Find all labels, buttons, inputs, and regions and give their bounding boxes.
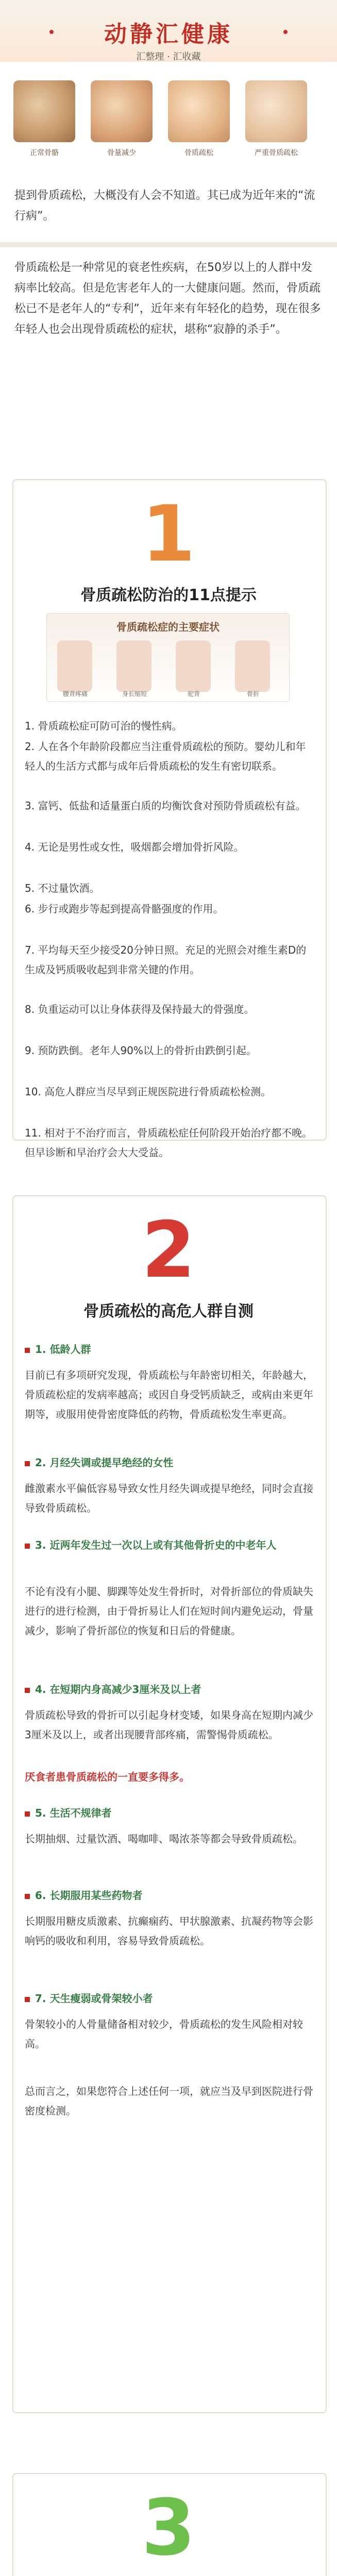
section-number-1: 1: [141, 489, 196, 579]
bone-hero: [0, 72, 337, 180]
tip-4: 4. 无论是男性或女性，吸烟都会增加骨折风险。: [25, 841, 244, 853]
risk-group-text: 骨质疏松导致的骨折可以引起身材变矮，如果身高在短期内减少3厘米及以上，或者出现腰背部疼痛，需警惕骨质疏松。: [25, 1709, 313, 1741]
risk-group-head: 3. 近两年发生过一次以上或有其他骨折史的中老年人: [35, 1539, 277, 1551]
brand-subtitle: 汇整理 · 汇收藏: [136, 52, 201, 62]
tip-8: 8. 负重运动可以让身体获得及保持最大的骨强度。: [25, 1003, 255, 1015]
decor-dot: [283, 30, 288, 34]
bullet-marker: [25, 1997, 30, 2002]
risk-group-text: 雌激素水平偏低容易导致女性月经失调或提早绝经，同时会直接导致骨质疏松。: [25, 1482, 313, 1514]
tip-9: 9. 预防跌倒。老年人90%以上的骨折由跌倒引起。: [25, 1044, 257, 1057]
risk-group-head: 1. 低龄人群: [35, 1343, 91, 1355]
risk-group-3: [25, 1535, 313, 1555]
intro-text: 提到骨质疏松，大概没有人会不知道。其已成为近年来的“流行病”。: [14, 189, 315, 223]
section-divider: [0, 242, 337, 247]
illustration-title: 骨质疏松症的主要症状: [116, 621, 220, 633]
paragraph-1: 骨质疏松是一种常见的衰老性疾病，在50岁以上的人群中发病率比较高。但是危害老年人的一大健康问题。然而，骨质疏松已不是老年人的“专利”，近年来有年轻化的趋势，现在很多年轻人也会出现骨质疏松的症状，堪称“寂静的杀手”。: [14, 261, 321, 336]
section-title-2: 骨质疏松的高危人群自测: [83, 1302, 254, 1320]
tip-3: 3. 富钙、低盐和适量蛋白质的均衡饮食对预防骨质疏松有益。: [25, 800, 306, 812]
tip-1: 1. 骨质疏松症可防可治的慢性病。: [25, 720, 182, 732]
risk-group-head: 7. 天生瘦弱或骨架较小者: [35, 1992, 153, 2005]
bone-caption: 骨量减少: [107, 149, 136, 157]
bullet-marker: [25, 1348, 30, 1353]
person-figure: [116, 640, 151, 692]
bone-image-severe: [245, 80, 307, 142]
illustration-label: 身长缩短: [122, 690, 147, 698]
illustration-label: 骨折: [246, 690, 259, 698]
illustration-label: 驼背: [187, 690, 200, 698]
tip-11: 11. 相对于不治疗而言，骨质疏松症任何阶段开始治疗都不晚。但早诊断和早治疗会大大受益。: [25, 1127, 313, 1159]
risk-group-4: [25, 1680, 313, 1699]
warning-line: [25, 1767, 313, 1787]
bone-caption: 正常骨骼: [30, 149, 59, 157]
tip-6: 6. 步行或跑步等起到提高骨骼强度的作用。: [25, 903, 224, 915]
risk-group-text: 目前已有多项研究发现，骨质疏松与年龄密切相关，年龄越大，骨质疏松症的发病率越高；或因自身受钙质缺乏，或病由来更年期等，或服用使骨密度降低的药物，骨质疏松发生率更高。: [25, 1369, 313, 1420]
risk-group-1: [25, 1340, 313, 1359]
symptoms-illustration: [46, 613, 290, 702]
risk-group-6: [25, 1886, 313, 1905]
section2-summary: 总而言之，如果您符合上述任何一项，就应当及早到医院进行骨密度检测。: [25, 2085, 313, 2117]
bone-image-osteoporosis: [168, 80, 230, 142]
risk-group-2: [25, 1453, 313, 1472]
risk-group-text: 长期服用糖皮质激素、抗癫痫药、甲状腺激素、抗凝药物等会影响钙的吸收和利用，容易导致骨质疏松。: [25, 1915, 313, 1947]
risk-group-head: 5. 生活不规律者: [35, 1807, 112, 1819]
bullet-marker: [25, 1544, 30, 1549]
bone-caption: 严重骨质疏松: [255, 149, 298, 157]
bone-image-reduced: [91, 80, 153, 142]
tip-2: 2. 人在各个年龄阶段都应当注重骨质疏松的预防。婴幼儿和年轻人的生活方式都与成年后骨质疏松的发生有密切联系。: [25, 740, 306, 772]
risk-group-7: [25, 1989, 313, 2008]
person-figure: [57, 640, 92, 692]
bone-caption: 骨质疏松: [184, 149, 213, 157]
illustration-label: 腰背疼痛: [62, 690, 88, 698]
risk-group-5: [25, 1803, 313, 1823]
risk-group-text: 长期抽烟、过量饮酒、喝咖啡、喝浓茶等都会导致骨质疏松。: [25, 1833, 303, 1845]
bullet-marker: [25, 1688, 30, 1693]
brand-header: [0, 0, 337, 62]
tip-7: 7. 平均每天至少接受20分钟日照。充足的光照会对维生素D的生成及钙质吸收起到非常关键的作用。: [25, 944, 307, 976]
tip-10: 10. 高危人群应当尽早到正规医院进行骨质疏松检测。: [25, 1086, 272, 1098]
warning-text: 厌食者患骨质疏松的一直要多得多。: [25, 1771, 190, 1783]
tip-5: 5. 不过量饮酒。: [25, 882, 100, 894]
bone-image-normal: [13, 80, 75, 142]
bullet-marker: [25, 1461, 30, 1466]
risk-group-head: 4. 在短期内身高减少3厘米及以上者: [35, 1683, 201, 1696]
section-title-1: 骨质疏松防治的11点提示: [80, 586, 257, 604]
risk-group-text: 不论有没有小腿、脚踝等处发生骨折时，对骨折部位的骨质缺失进行的进行检测，由于骨折易让人们在短时间内避免运动，骨量减少，影响了骨折部位的恢复和日后的骨健康。: [25, 1585, 313, 1637]
section-number-3: 3: [141, 2483, 196, 2573]
risk-group-head: 2. 月经失调或提早绝经的女性: [35, 1456, 174, 1469]
bullet-marker: [25, 1811, 30, 1817]
person-figure: [176, 640, 211, 692]
bullet-marker: [25, 1894, 30, 1899]
brand-title: 动静汇健康: [104, 21, 233, 47]
person-figure: [235, 640, 270, 692]
section-number-2: 2: [141, 1206, 196, 1295]
risk-group-head: 6. 长期服用某些药物者: [35, 1889, 143, 1902]
risk-group-text: 骨架较小的人骨量储备相对较少，骨质疏松的发生风险相对较高。: [25, 2018, 303, 2050]
